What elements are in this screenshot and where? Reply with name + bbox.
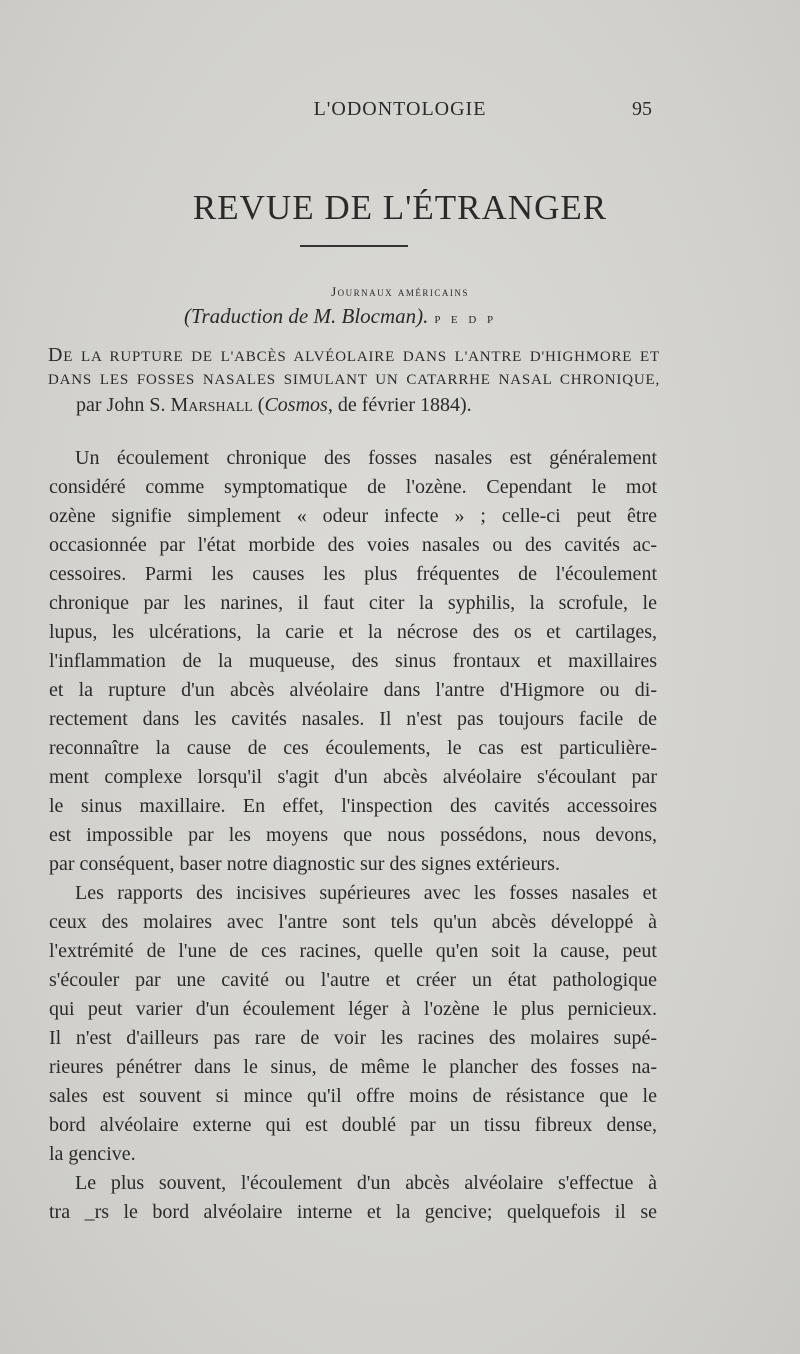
byline-author: Marshall: [170, 394, 253, 416]
text-line: ment complexe lorsqu'il s'agit d'un abcès alvéolaire s'écoulant par: [49, 766, 657, 788]
translation-text: (Traduction de M. Blocman).: [184, 304, 429, 328]
text-line: Les rapports des incisives supérieures avec les fosses nasales et: [75, 882, 657, 904]
text-line: occasionnée par l'état morbide des voies nasales ou des cavités ac-: [49, 534, 657, 556]
paragraph-1: [49, 444, 657, 879]
text-line: la gencive.: [49, 1143, 136, 1165]
text-line: le sinus maxillaire. En effet, l'inspection des cavités accessoires: [49, 795, 657, 817]
text-line: lupus, les ulcérations, la carie et la nécrose des os et cartilages,: [49, 621, 657, 643]
running-title: L'ODONTOLOGIE: [313, 98, 487, 120]
subhead: Journaux américains: [331, 284, 469, 299]
text-line: s'écouler par une cavité ou l'autre et créer un état pathologique: [49, 969, 657, 991]
translation-credit: [184, 304, 497, 329]
byline-journal: Cosmos: [264, 394, 328, 416]
article-title-line-2: DANS LES FOSSES NASALES SIMULANT UN CATARRHE NASAL CHRONIQUE,: [48, 372, 660, 388]
body-text: [49, 444, 657, 1227]
text-line: chronique par les narines, il faut citer la syphilis, la scrofule, le: [49, 592, 657, 614]
text-line: et la rupture d'un abcès alvéolaire dans l'antre d'Higmore ou di-: [49, 679, 657, 701]
article-title-initial: D: [48, 344, 64, 366]
text-line: bord alvéolaire externe qui est doublé par un tissu fibreux dense,: [49, 1114, 657, 1136]
text-line: considéré comme symptomatique de l'ozène. Cependant le mot: [49, 476, 657, 498]
text-line: sales est souvent si mince qu'il offre moins de résistance que le: [49, 1085, 657, 1107]
title-rule: [300, 245, 408, 247]
article-title-line-1: DE LA RUPTURE DE L'ABCÈS ALVÉOLAIRE DANS L'ANTRE D'HIGHMORE ET: [48, 344, 660, 366]
running-head: [0, 96, 800, 126]
byline: par John S. Marshall (Cosmos, de février 1884).: [76, 394, 472, 416]
page-number: 95: [632, 98, 652, 120]
text-line: est impossible par les moyens que nous possédons, nous devons,: [49, 824, 657, 846]
text-line: rectement dans les cavités nasales. Il n'est pas toujours facile de: [49, 708, 657, 730]
text-line: tra _rs le bord alvéolaire interne et la gencive; quelquefois il se: [49, 1201, 657, 1223]
text-line: Un écoulement chronique des fosses nasales est généralement: [75, 447, 657, 469]
text-line: ceux des molaires avec l'antre sont tels qu'un abcès développé à: [49, 911, 657, 933]
text-line: Le plus souvent, l'écoulement d'un abcès alvéolaire s'effectue à: [75, 1172, 657, 1194]
article-title: [48, 344, 660, 392]
text-line: l'inflammation de la muqueuse, des sinus frontaux et maxillaires: [49, 650, 657, 672]
paragraph-3: [49, 1169, 657, 1227]
translation-mark: P E D P: [434, 314, 498, 326]
text-line: cessoires. Parmi les causes les plus fréquentes de l'écoulement: [49, 563, 657, 585]
text-line: ozène signifie simplement « odeur infecte » ; celle-ci peut être: [49, 505, 657, 527]
text-line: reconnaître la cause de ces écoulements, le cas est particulière-: [49, 737, 657, 759]
text-line: par conséquent, baser notre diagnostic sur des signes extérieurs.: [49, 853, 560, 875]
text-line: Il n'est d'ailleurs pas rare de voir les racines des molaires supé-: [49, 1027, 657, 1049]
paragraph-2: [49, 879, 657, 1169]
text-line: l'extrémité de l'une de ces racines, quelle qu'en soit la cause, peut: [49, 940, 657, 962]
section-title: REVUE DE L'ÉTRANGER: [192, 188, 608, 227]
text-line: rieures pénétrer dans le sinus, de même le plancher des fosses na-: [49, 1056, 657, 1078]
text-line: qui peut varier d'un écoulement léger à l'ozène le plus pernicieux.: [49, 998, 657, 1020]
